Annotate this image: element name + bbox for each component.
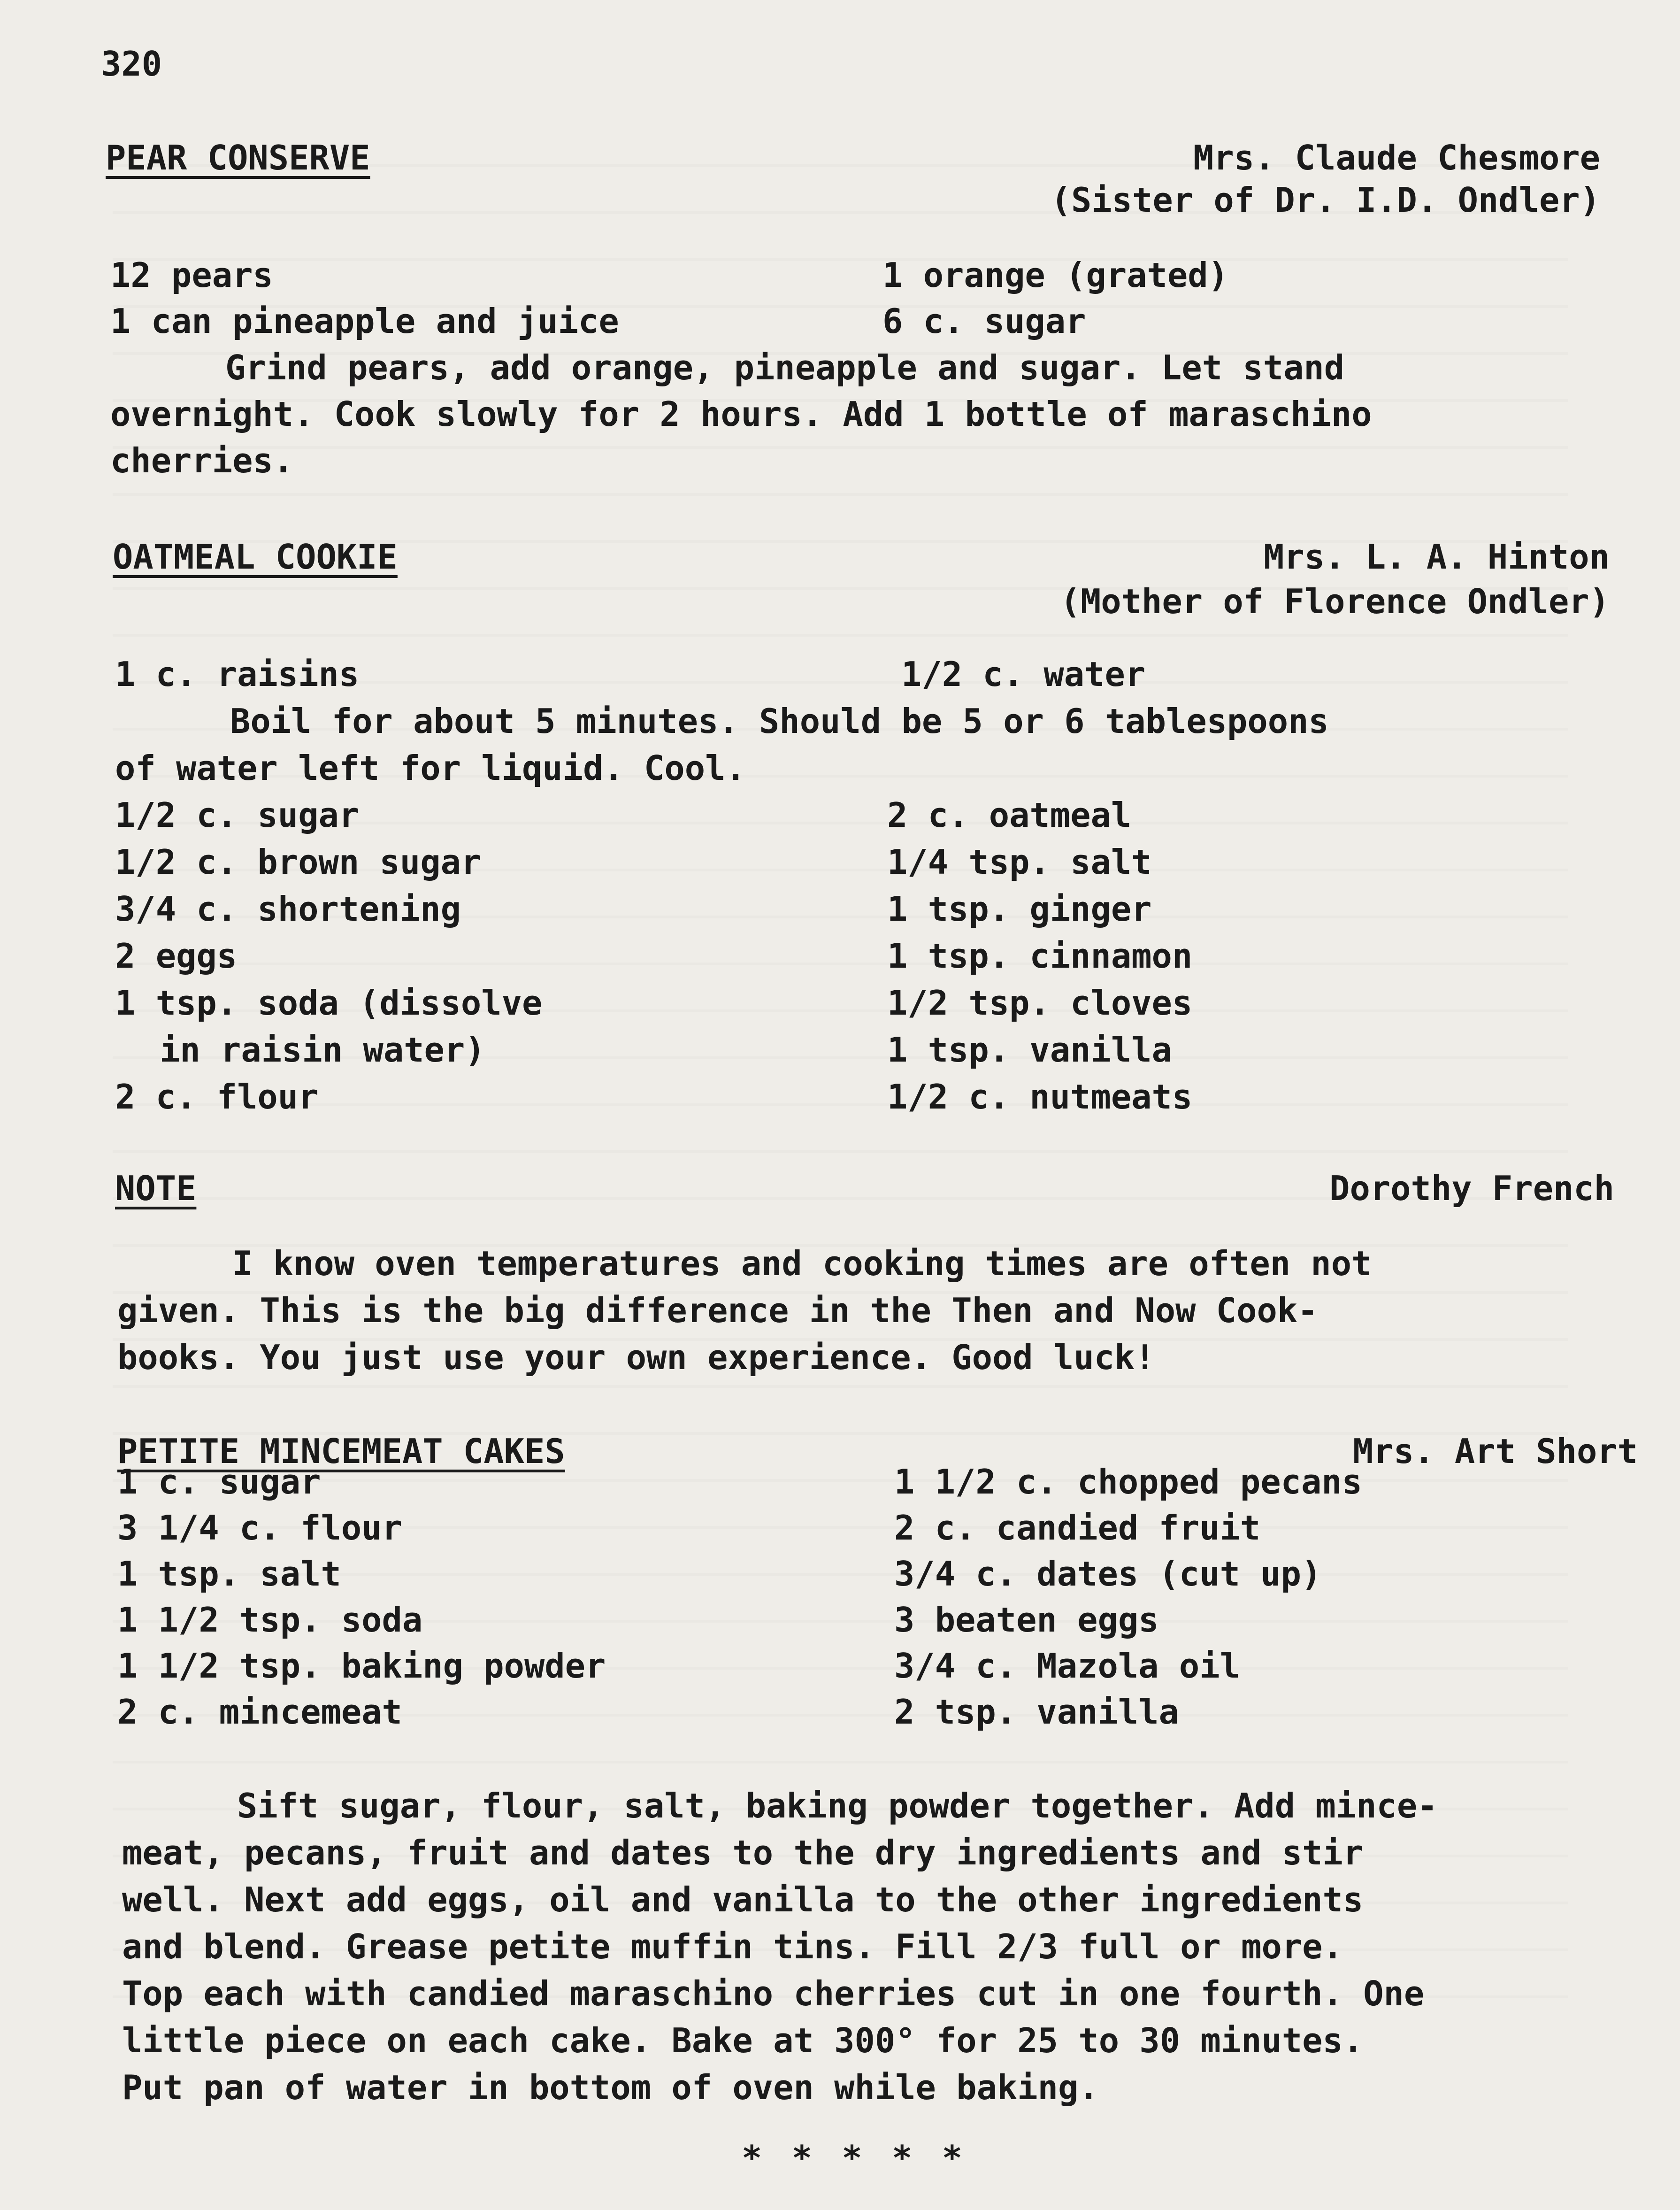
note-author: Dorothy French <box>1329 1169 1614 1208</box>
ingredient: 1 1/2 c. chopped pecans <box>894 1462 1362 1502</box>
ingredient: 1/2 tsp. cloves <box>887 983 1193 1023</box>
recipe-author-relation: (Sister of Dr. I.D. Ondler) <box>1051 180 1600 220</box>
directions-line: Put pan of water in bottom of oven while baking. <box>122 2068 1099 2107</box>
ingredient: 1 c. sugar <box>117 1462 321 1502</box>
ingredient: 12 pears <box>110 255 273 295</box>
directions-line: meat, pecans, fruit and dates to the dry ingredients and stir <box>122 1833 1364 1872</box>
ingredient: 2 c. candied fruit <box>894 1508 1261 1548</box>
recipe-author-relation: (Mother of Florence Ondler) <box>1060 582 1610 621</box>
ingredient: 1 1/2 tsp. baking powder <box>117 1646 606 1686</box>
directions-line: and blend. Grease petite muffin tins. Fill 2/3 full or more. <box>122 1927 1343 1966</box>
directions-line: of water left for liquid. Cool. <box>115 748 746 788</box>
ingredient: 2 c. oatmeal <box>887 795 1132 835</box>
ingredient: 6 c. sugar <box>882 301 1086 341</box>
ingredient: 2 c. mincemeat <box>117 1692 402 1732</box>
note-title: NOTE <box>115 1169 197 1208</box>
recipe-author: Mrs. Claude Chesmore <box>1193 138 1600 177</box>
recipe-author: Mrs. Art Short <box>1353 1432 1638 1471</box>
directions-line: Boil for about 5 minutes. Should be 5 or 6 tablespoons <box>230 701 1329 741</box>
recipe-title-petite-mincemeat-cakes: PETITE MINCEMEAT CAKES <box>117 1432 565 1471</box>
ingredient: 1 can pineapple and juice <box>110 301 619 341</box>
ingredient: 3 1/4 c. flour <box>117 1508 402 1548</box>
directions-line: little piece on each cake. Bake at 300° for 25 to 30 minutes. <box>122 2021 1364 2060</box>
ingredient: 2 tsp. vanilla <box>894 1692 1179 1732</box>
ingredient: 1 orange (grated) <box>882 255 1228 295</box>
ingredient: 1/2 c. sugar <box>115 795 360 835</box>
ingredient: 2 eggs <box>115 936 238 976</box>
ingredient: 3 beaten eggs <box>894 1600 1159 1640</box>
page-number: 320 <box>101 44 162 84</box>
ingredient: 3/4 c. shortening <box>115 889 461 929</box>
ingredient: 1 tsp. cinnamon <box>887 936 1193 976</box>
directions-line: Top each with candied maraschino cherries cut in one fourth. One <box>122 1974 1425 2013</box>
ingredient: 1 tsp. soda (dissolve <box>115 983 543 1023</box>
ingredient: 1 tsp. ginger <box>887 889 1152 929</box>
note-line: books. You just use your own experience. Good luck! <box>117 1338 1155 1377</box>
ingredient: 1/2 c. nutmeats <box>887 1077 1193 1117</box>
note-line: given. This is the big difference in the Then and Now Cook- <box>117 1291 1318 1330</box>
ingredient: 1 c. raisins <box>115 655 360 694</box>
section-end-asterisks: * * * * * <box>742 2138 967 2178</box>
ingredient: 3/4 c. dates (cut up) <box>894 1554 1322 1594</box>
ingredient: 2 c. flour <box>115 1077 319 1117</box>
directions-line: overnight. Cook slowly for 2 hours. Add 1 bottle of maraschino <box>110 394 1372 434</box>
directions-line: cherries. <box>110 441 294 480</box>
ingredient: 3/4 c. Mazola oil <box>894 1646 1240 1686</box>
recipe-title-oatmeal-cookie: OATMEAL COOKIE <box>113 537 398 577</box>
ingredient: 1 tsp. vanilla <box>887 1030 1172 1070</box>
directions-line: Grind pears, add orange, pineapple and sugar. Let stand <box>225 348 1345 387</box>
ingredient: 1/4 tsp. salt <box>887 842 1152 882</box>
directions-line: well. Next add eggs, oil and vanilla to the other ingredients <box>122 1880 1364 1919</box>
directions-line: Sift sugar, flour, salt, baking powder together. Add mince- <box>237 1786 1438 1825</box>
recipe-title-pear-conserve: PEAR CONSERVE <box>106 138 370 177</box>
ingredient: 1 1/2 tsp. soda <box>117 1600 423 1640</box>
ingredient: 1 tsp. salt <box>117 1554 341 1594</box>
ingredient: 1/2 c. brown sugar <box>115 842 482 882</box>
note-line: I know oven temperatures and cooking times are often not <box>232 1244 1372 1283</box>
ingredient: in raisin water) <box>160 1030 485 1070</box>
ingredient: 1/2 c. water <box>901 655 1146 694</box>
recipe-author: Mrs. L. A. Hinton <box>1264 537 1610 577</box>
